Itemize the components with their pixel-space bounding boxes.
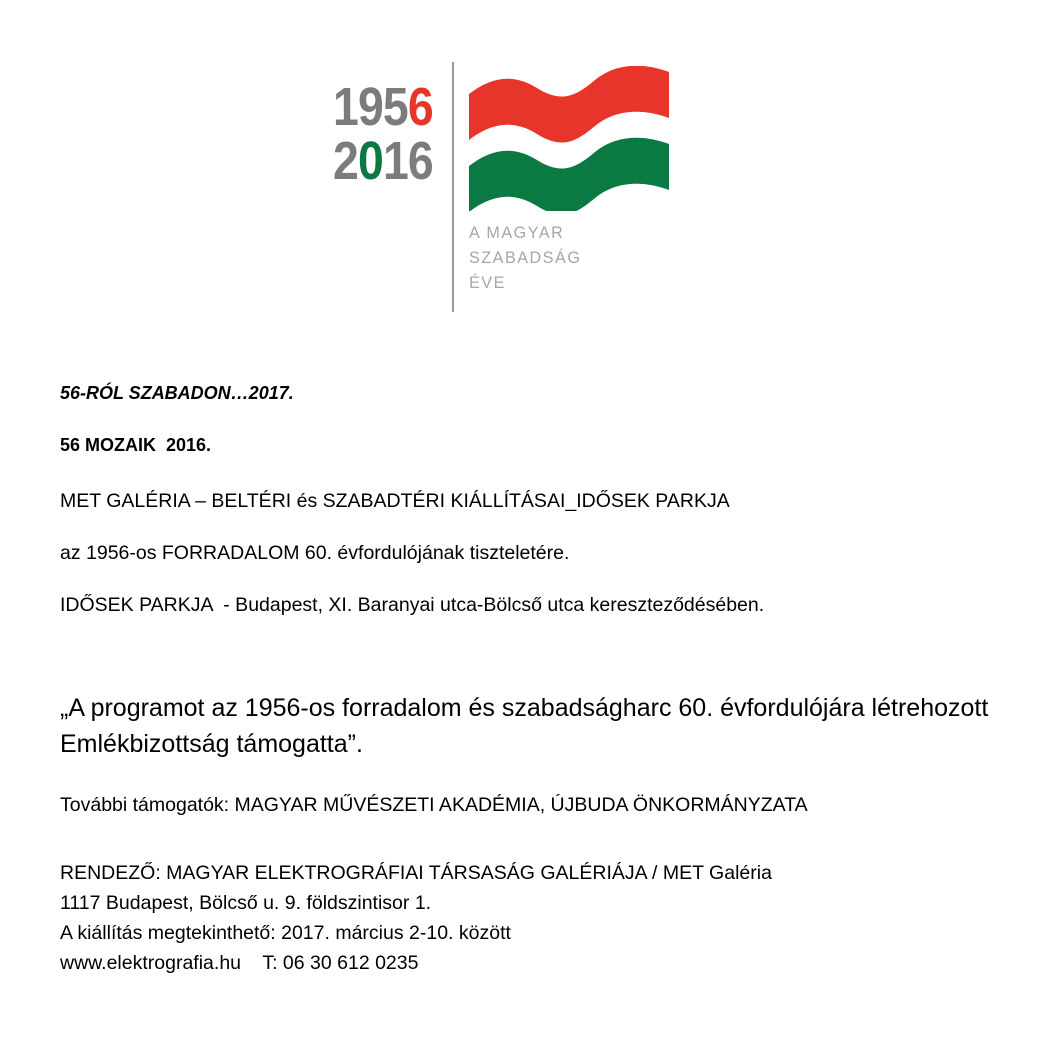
document-body — [60, 380, 1000, 978]
anniversary-line: az 1956-os FORRADALOM 60. évfordulójának tiszteletére. — [60, 542, 570, 564]
logo-tagline-line-3: ÉVE — [469, 273, 506, 292]
contact-opening-dates: A kiállítás megtekinthető: 2017. március 2-10. között — [60, 922, 511, 944]
logo-inner — [333, 62, 673, 312]
logo-year-1956-gray: 195 — [333, 77, 408, 137]
contact-web-and-phone: www.elektrografia.hu T: 06 30 612 0235 — [60, 952, 419, 974]
logo-year-2016-accent: 0 — [357, 131, 383, 191]
document-title-italic: 56-RÓL SZABADON…2017. — [60, 383, 294, 403]
logo-year-1956 — [333, 77, 434, 137]
support-quote: „A programot az 1956-os forradalom és szabadságharc 60. évfordulójára létrehozott Emlékbizottság támogatta”. — [60, 694, 989, 758]
logo-year-2016-rest: 16 — [382, 131, 433, 191]
location-line: IDŐSEK PARKJA - Budapest, XI. Baranyai utca-Bölcső utca kereszteződésében. — [60, 594, 765, 616]
logo-tagline-line-2: SZABADSÁG — [469, 248, 582, 267]
logo-year-2016 — [333, 131, 434, 191]
logo-tagline — [469, 220, 581, 295]
hungarian-flag-icon — [469, 66, 669, 211]
logo-year-2016-first: 2 — [333, 131, 358, 191]
document-title-bold: 56 MOZAIK 2016. — [60, 435, 212, 455]
contact-address: 1117 Budapest, Bölcső u. 9. földszintisor 1. — [60, 892, 432, 914]
logo-tagline-line-1: A MAGYAR — [469, 223, 565, 242]
additional-supporters: További támogatók: MAGYAR MŰVÉSZETI AKADÉMIA, ÚJBUDA ÖNKORMÁNYZATA — [60, 794, 808, 816]
flag-red-band — [469, 66, 669, 143]
contact-block — [60, 858, 1000, 978]
logo-divider — [452, 62, 454, 312]
anniversary-logo — [0, 0, 1038, 340]
flag-green-band — [469, 138, 669, 211]
contact-organizer: RENDEZŐ: MAGYAR ELEKTROGRÁFIAI TÁRSASÁG GALÉRIÁJA / MET Galéria — [60, 862, 772, 884]
logo-years — [333, 77, 434, 191]
logo-year-1956-accent: 6 — [407, 77, 433, 137]
gallery-line: MET GALÉRIA – BELTÉRI és SZABADTÉRI KIÁLLÍTÁSAI_IDŐSEK PARKJA — [60, 490, 730, 512]
